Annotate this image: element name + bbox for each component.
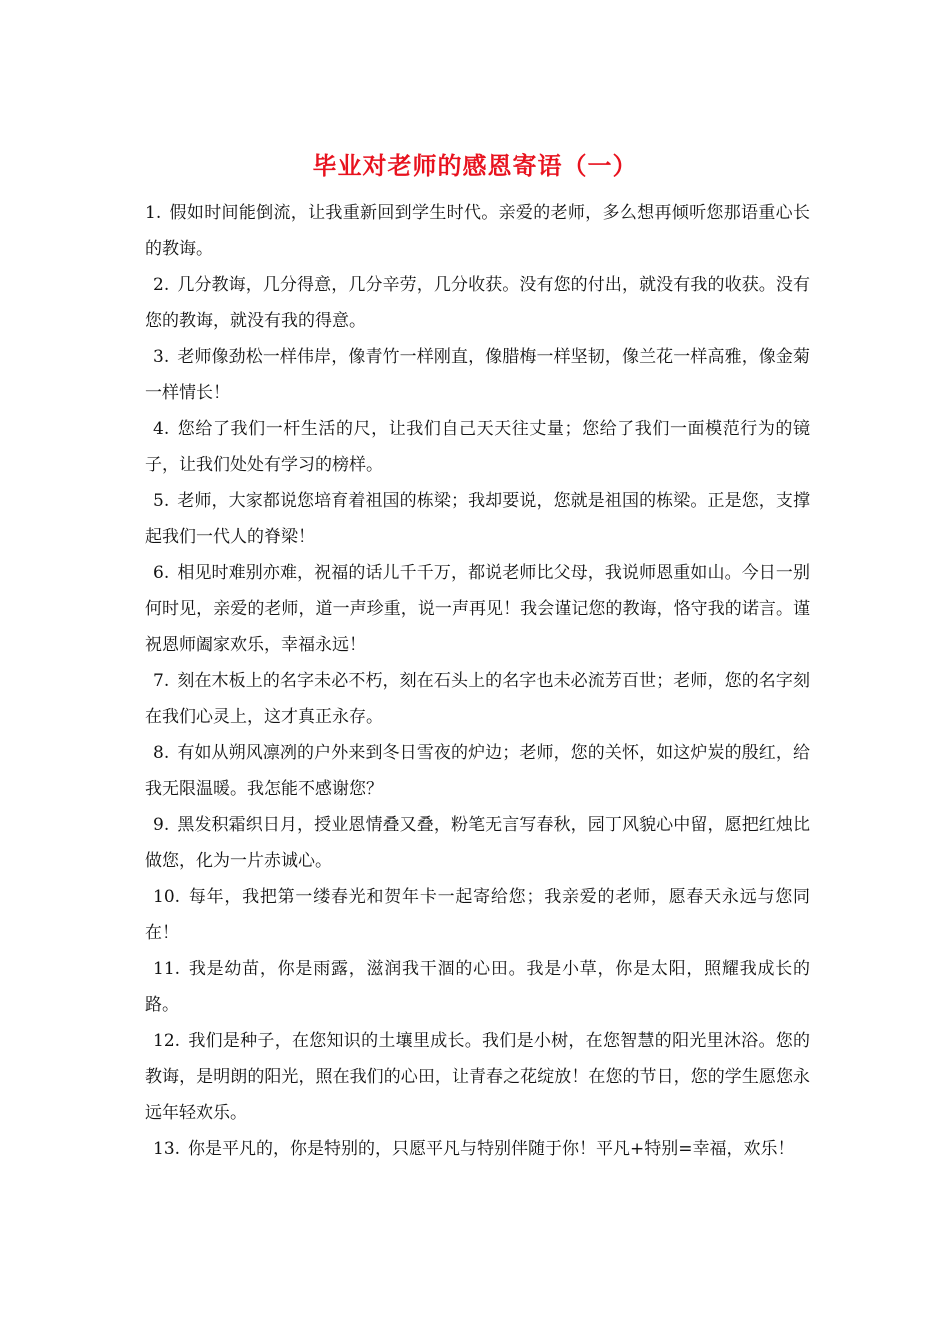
list-item bbox=[145, 735, 810, 807]
item-number: 2. bbox=[153, 275, 170, 295]
list-item bbox=[145, 807, 810, 879]
item-text: 假如时间能倒流，让我重新回到学生时代。亲爱的老师，多么想再倾听您那语重心长的教诲。 bbox=[145, 203, 810, 259]
list-item bbox=[145, 951, 810, 1023]
item-text: 相见时难别亦难，祝福的话儿千千万，都说老师比父母，我说师恩重如山。今日一别何时见，亲爱的老师，道一声珍重，说一声再见！我会谨记您的教诲，恪守我的诺言。谨祝恩师阖家欢乐，幸福永远！ bbox=[145, 563, 810, 655]
item-number: 8. bbox=[153, 743, 170, 763]
document-title: 毕业对老师的感恩寄语（一） bbox=[312, 151, 638, 180]
item-number: 10. bbox=[153, 887, 181, 907]
blessing-list bbox=[145, 195, 810, 1167]
list-item bbox=[145, 195, 810, 267]
item-text: 老师像劲松一样伟岸，像青竹一样刚直，像腊梅一样坚韧，像兰花一样高雅，像金菊一样情长！ bbox=[145, 347, 810, 403]
item-text: 你是平凡的，你是特别的，只愿平凡与特别伴随于你！平凡+特别=幸福，欢乐！ bbox=[188, 1139, 795, 1159]
item-text: 几分教诲，几分得意，几分辛劳，几分收获。没有您的付出，就没有我的收获。没有您的教诲，就没有我的得意。 bbox=[145, 275, 810, 331]
item-text: 有如从朔风凛冽的户外来到冬日雪夜的炉边；老师，您的关怀，如这炉炭的殷红，给我无限温暖。我怎能不感谢您？ bbox=[145, 743, 810, 799]
item-number: 3. bbox=[153, 347, 170, 367]
item-number: 13. bbox=[153, 1139, 181, 1159]
item-number: 11. bbox=[153, 959, 181, 979]
item-text: 您给了我们一杆生活的尺，让我们自己天天往丈量；您给了我们一面模范行为的镜子，让我们处处有学习的榜样。 bbox=[145, 419, 810, 475]
list-item bbox=[145, 879, 810, 951]
item-text: 黑发积霜织日月，授业恩情叠又叠，粉笔无言写春秋，园丁风貌心中留，愿把红烛比做您，化为一片赤诚心。 bbox=[145, 815, 810, 871]
item-number: 6. bbox=[153, 563, 170, 583]
item-number: 12. bbox=[153, 1031, 181, 1051]
item-text: 我们是种子，在您知识的土壤里成长。我们是小树，在您智慧的阳光里沐浴。您的教诲，是明朗的阳光，照在我们的心田，让青春之花绽放！在您的节日，您的学生愿您永远年轻欢乐。 bbox=[145, 1031, 810, 1123]
list-item bbox=[145, 1023, 810, 1131]
item-text: 每年，我把第一缕春光和贺年卡一起寄给您；我亲爱的老师，愿春天永远与您同在！ bbox=[145, 887, 810, 943]
item-number: 7. bbox=[153, 671, 170, 691]
list-item bbox=[145, 483, 810, 555]
item-number: 1. bbox=[145, 203, 162, 223]
list-item bbox=[145, 663, 810, 735]
item-number: 4. bbox=[153, 419, 170, 439]
item-text: 我是幼苗，你是雨露，滋润我干涸的心田。我是小草，你是太阳，照耀我成长的路。 bbox=[145, 959, 810, 1015]
item-text: 刻在木板上的名字未必不朽，刻在石头上的名字也未必流芳百世；老师，您的名字刻在我们心灵上，这才真正永存。 bbox=[145, 671, 810, 727]
item-text: 老师，大家都说您培育着祖国的栋梁；我却要说，您就是祖国的栋梁。正是您，支撑起我们一代人的脊梁！ bbox=[145, 491, 810, 547]
list-item bbox=[145, 411, 810, 483]
list-item bbox=[145, 267, 810, 339]
item-number: 9. bbox=[153, 815, 170, 835]
list-item bbox=[145, 1131, 810, 1167]
list-item bbox=[145, 555, 810, 663]
list-item bbox=[145, 339, 810, 411]
item-number: 5. bbox=[153, 491, 170, 511]
